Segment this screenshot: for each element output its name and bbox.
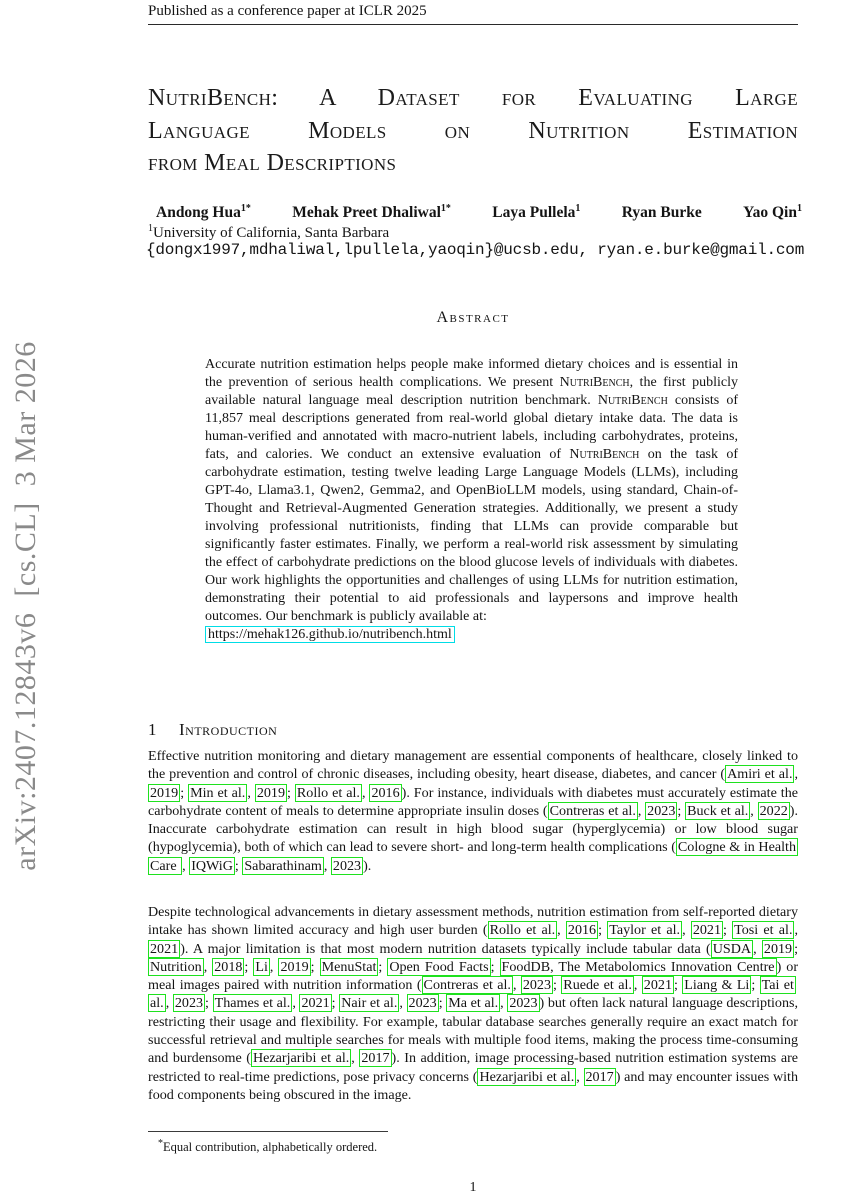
paper-title — [148, 82, 798, 180]
text-segment: ) but often lack natural language descriptions, restricting their usage and flexibility. For example, tabular database searches generally require an exact match for successful retrieval and multiple searches for meals with multiple food items, making the process time-consuming and burdensome ( — [148, 995, 799, 1067]
footnote-marker: * — [158, 1138, 163, 1149]
citation-link[interactable]: 2023 — [408, 995, 437, 1012]
text-segment: Accurate nutrition estimation helps people make informed dietary choices and is essential in the prevention of serious health complications. We present — [205, 357, 738, 390]
text-segment: ; — [438, 995, 447, 1012]
text-segment: ; — [205, 995, 213, 1012]
footnote — [148, 1138, 798, 1155]
text-segment: , — [247, 784, 255, 801]
text-segment: ) and may encounter issues with food components being obscured in the image. — [148, 1068, 799, 1103]
text-segment: , — [682, 922, 691, 939]
citation-link[interactable]: 2023 — [647, 802, 676, 819]
smallcaps-text: NutriBench — [559, 375, 630, 390]
author-affiliation-marker: 1 — [575, 203, 581, 214]
abstract-body — [205, 356, 738, 644]
text-segment: , — [361, 784, 370, 801]
text-segment: , — [351, 1050, 360, 1067]
author-name — [743, 203, 802, 222]
citation-link[interactable]: 2017 — [585, 1068, 614, 1085]
text-segment: ; — [331, 995, 340, 1012]
citation-link[interactable]: 2021 — [692, 922, 721, 939]
citation-link[interactable]: Nair et al. — [341, 995, 398, 1012]
arxiv-watermark: arXiv:2407.12843v6 [cs.CL] 3 Mar 2026 — [9, 341, 42, 871]
citation-link[interactable]: 2019 — [150, 784, 179, 801]
author-name-text: Mehak Preet Dhaliwal — [292, 204, 441, 222]
citation-link[interactable]: Cologne & in Health Care — [150, 839, 796, 874]
url-link[interactable]: https://mehak126.github.io/nutribench.html — [205, 626, 455, 643]
citation-link[interactable]: Thames et al. — [214, 995, 291, 1012]
text-segment: ; — [310, 958, 320, 975]
text-segment: , the first publicly available natural language meal description nutrition benchmark. — [205, 375, 738, 408]
citation-link[interactable]: Buck et al. — [687, 802, 749, 819]
text-segment: Despite technological advancements in dietary assessment methods, nutrition estimation from self-reported dietary intake has shown limited accuracy and high user burden ( — [148, 904, 798, 939]
citation-link[interactable]: Min et al. — [190, 784, 246, 801]
author-name-text: Yao Qin — [743, 204, 797, 222]
paper-title-line: NutriBench: A Dataset for Evaluating Large — [148, 85, 798, 111]
footnote-text: Equal contribution, alphabetically ordered. — [163, 1140, 378, 1155]
citation-link[interactable]: Amiri et al. — [727, 766, 793, 783]
citation-link[interactable]: 2023 — [509, 995, 538, 1012]
paper-title-line: from Meal Descriptions — [148, 150, 397, 176]
citation-link[interactable]: Open Food Facts — [389, 958, 489, 975]
citation-link[interactable]: Sabarathinam — [244, 857, 322, 874]
smallcaps-text: NutriBench — [569, 447, 640, 462]
text-segment: ; — [287, 784, 295, 801]
text-segment: ). For instance, individuals with diabetes must accurately estimate the carbohydrate content of meals to determine appropriate insulin doses ( — [148, 784, 799, 819]
introduction-paragraph — [148, 747, 798, 875]
citation-link[interactable]: Tosi et al. — [734, 922, 793, 939]
citation-link[interactable]: 2017 — [361, 1050, 390, 1067]
citation-link[interactable]: 2021 — [301, 995, 330, 1012]
author-affiliation-marker: 1 — [796, 203, 802, 214]
author-name — [622, 203, 702, 222]
citation-link[interactable]: Tai et al. — [150, 977, 794, 1012]
conference-header: Published as a conference paper at ICLR 2025 — [148, 3, 798, 25]
section-number: 1 — [148, 720, 157, 739]
text-segment: , — [500, 995, 508, 1012]
text-segment: on the task of carbohydrate estimation, testing twelve leading Large Language Models (LLMs), including GPT-4o, Llama3.1, Qwen2, Gemma2, and OpenBioLLM models, using standard, Chain-of-Thought and Retrieval-Augmented Generation strategies. Additionally, we present a study involving professional nutritionists, finding that LLMs can provide comparable but significantly faster estimates. Finally, we perform a real-world risk assessment by simulating the effect of carbohydrate predictions on the blood glucose levels of individuals with diabetes. Our work highlights the opportunities and challenges of using LLMs for nutrition estimation, demonstrating their potential to aid professionals and laypersons and improve health outcomes. Our benchmark is publicly available at: — [205, 447, 738, 624]
citation-link[interactable]: Liang & Li — [684, 977, 750, 994]
text-segment: , — [576, 1068, 584, 1085]
affiliation-marker: 1 — [148, 223, 153, 234]
citation-link[interactable]: Rollo et al. — [489, 922, 556, 939]
author-name — [156, 203, 251, 222]
citation-link[interactable]: Hezarjaribi et al. — [479, 1068, 575, 1085]
author-name — [292, 203, 451, 222]
text-segment: ; — [751, 977, 760, 994]
citation-link[interactable]: 2023 — [332, 857, 362, 874]
author-name — [492, 203, 580, 222]
text-segment: , — [633, 977, 642, 994]
citation-link[interactable]: 2023 — [174, 995, 204, 1012]
text-segment: , — [165, 995, 173, 1012]
authors-row — [156, 203, 802, 222]
page-number: 1 — [469, 1180, 477, 1195]
text-segment: , — [557, 922, 566, 939]
text-segment: ). A major limitation is that most modern nutrition datasets typically include tabular data ( — [180, 940, 711, 957]
text-segment: ; — [673, 977, 683, 994]
citation-link[interactable]: USDA — [712, 940, 752, 957]
citation-link[interactable]: 2019 — [763, 940, 793, 957]
text-segment: Effective nutrition monitoring and dietary management are essential components of healthcare, closely linked to the prevention and control of chronic diseases, including obesity, heart disease, diabetes, and cancer ( — [148, 748, 798, 783]
citation-link[interactable]: Li — [255, 958, 268, 975]
text-segment: ). In addition, image processing-based nutrition estimation systems are restricted to real-time predictions, pose privacy concerns ( — [148, 1050, 799, 1085]
author-affiliation-marker: 1* — [440, 203, 451, 214]
citation-link[interactable]: 2016 — [371, 784, 400, 801]
text-segment: , — [753, 940, 762, 957]
text-segment: ; — [723, 922, 733, 939]
text-segment: , — [794, 922, 798, 939]
affiliation-text: University of California, Santa Barbara — [153, 225, 390, 241]
citation-link[interactable]: FoodDB, The Metabolomics Innovation Centre — [501, 958, 775, 975]
citation-link[interactable]: 2022 — [759, 802, 788, 819]
text-segment: ; — [234, 857, 243, 874]
text-segment: , — [292, 995, 300, 1012]
citation-link[interactable]: Rollo et al. — [296, 784, 360, 801]
citation-link[interactable]: Ma et al. — [448, 995, 499, 1012]
abstract-heading: Abstract — [436, 309, 510, 326]
section-title: Introduction — [179, 720, 278, 739]
citation-link[interactable]: 2019 — [280, 958, 309, 975]
text-segment: , — [203, 958, 213, 975]
citation-link[interactable]: 2018 — [214, 958, 243, 975]
text-segment: , — [637, 802, 646, 819]
citation-link[interactable]: Ruede et al. — [563, 977, 632, 994]
citation-link[interactable]: 2019 — [256, 784, 285, 801]
text-segment: , — [750, 802, 758, 819]
author-name-text: Andong Hua — [156, 204, 241, 222]
text-segment: , — [512, 977, 521, 994]
text-segment: ). Inaccurate carbohydrate estimation can result in high blood sugar (hyperglycemia) or low blood sugar (hypoglycemia), both of which can lead to severe short- and long-term health complications ( — [148, 802, 798, 856]
citation-link[interactable]: 2021 — [643, 977, 672, 994]
text-segment: ) or meal images paired with nutrition information ( — [148, 958, 799, 994]
text-segment: consists of 11,857 meal descriptions generated from real-world global dietary intake data. The data is human-verified and annotated with macro-nutrient labels, including carbohydrates, proteins, fats, and calories. We conduct an extensive evaluation of — [205, 393, 738, 462]
text-segment: ; — [677, 802, 686, 819]
citation-link[interactable]: Taylor et al. — [609, 922, 681, 939]
text-segment: , — [323, 857, 331, 874]
author-affiliation-marker: 1* — [240, 203, 251, 214]
text-segment: ; — [180, 784, 189, 801]
author-emails: {dongx1997,mdhaliwal,lpullela,yaoqin}@ucsb.edu, ryan.e.burke@gmail.com — [146, 241, 805, 259]
introduction-paragraph — [148, 903, 798, 1104]
citation-link[interactable]: 2016 — [567, 922, 597, 939]
citation-link[interactable]: Contreras et al. — [423, 977, 511, 994]
text-segment: ; — [490, 958, 500, 975]
text-segment: ; — [244, 958, 254, 975]
text-segment: ; — [598, 922, 608, 939]
citation-link[interactable]: MenuStat — [321, 958, 377, 975]
footnote-divider — [148, 1131, 388, 1132]
text-segment: ). — [363, 857, 372, 874]
citation-link[interactable]: IQWiG — [191, 857, 233, 874]
citation-link[interactable]: 2023 — [522, 977, 552, 994]
affiliation — [148, 223, 389, 242]
text-segment: , — [182, 857, 190, 874]
section-heading-introduction — [148, 720, 277, 740]
citation-link[interactable]: 2021 — [150, 940, 179, 957]
text-segment: , — [269, 958, 279, 975]
paper-title-line: Language Models on Nutrition Estimation — [148, 117, 798, 144]
text-segment: ; — [553, 977, 562, 994]
text-segment: , — [794, 766, 799, 783]
text-segment: , — [399, 995, 407, 1012]
author-name-text: Ryan Burke — [621, 204, 702, 222]
author-name-text: Laya Pullela — [492, 204, 576, 222]
citation-link[interactable]: Hezarjaribi et al. — [252, 1050, 350, 1067]
text-segment: ; — [794, 940, 798, 957]
text-segment: ; — [378, 958, 388, 975]
smallcaps-text: NutriBench — [597, 393, 668, 408]
citation-link[interactable]: Contreras et al. — [549, 802, 636, 819]
citation-link[interactable]: Nutrition — [150, 958, 202, 975]
